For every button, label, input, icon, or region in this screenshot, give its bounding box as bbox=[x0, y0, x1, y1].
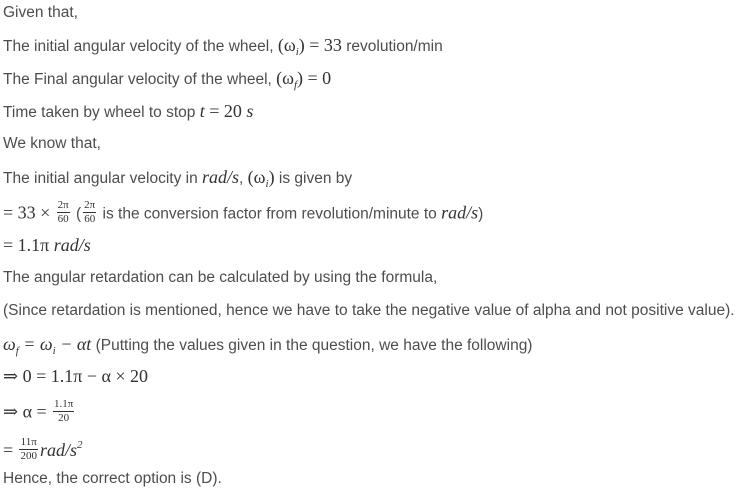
equals-sign: = bbox=[3, 440, 14, 460]
rad-per-s-unit: rad/s bbox=[202, 167, 240, 187]
since-retardation-text: (Since retardation is mentioned, hence we have to take the negative value of alpha and not positive value). bbox=[3, 302, 735, 319]
rad-per-s-squared-unit: rad/$s^2$ bbox=[39, 439, 83, 460]
initial-angular-velocity-line bbox=[3, 35, 443, 62]
result-rad-line bbox=[3, 235, 91, 257]
since-retardation-line bbox=[3, 301, 735, 321]
time-taken-label: Time taken by wheel to stop bbox=[3, 104, 200, 121]
final-angular-velocity-line bbox=[3, 68, 331, 95]
omega-f-symbol: $(\omega_f) = 0$ bbox=[276, 68, 332, 91]
one-point-one-pi: = 1.1π bbox=[3, 235, 54, 255]
rad-per-s-unit: rad/s bbox=[53, 235, 91, 255]
putting-values-text: (Putting the values given in the question, we have the following) bbox=[91, 337, 533, 354]
time-unit: s bbox=[246, 101, 254, 121]
initial-velocity-label: The initial angular velocity of the wheel, bbox=[3, 38, 278, 55]
final-velocity-label: The Final angular velocity of the wheel, bbox=[3, 71, 277, 88]
rad-per-s-unit: rad/s bbox=[441, 202, 479, 223]
implies-alpha-equals: ⇒ α = bbox=[3, 401, 47, 422]
retardation-formula-line bbox=[3, 268, 437, 288]
two-pi-over-60-fraction: $\frac{2\pi}{60}$ bbox=[57, 199, 69, 225]
we-know-line bbox=[3, 134, 101, 154]
omega-i-symbol: $(\omega_i) = 33$ bbox=[277, 35, 342, 58]
alpha-fraction-line bbox=[3, 398, 76, 426]
conversion-note: is the conversion factor from revolution/minute to bbox=[98, 205, 442, 223]
conversion-line: = 33 × $\frac{2\pi}{60}$ ( $\frac{2\pi}{60}$ is the conversion factor from revolution/minute to rad/s) bbox=[3, 199, 484, 225]
omega-i-symbol: $(\omega_i)$ bbox=[247, 167, 275, 190]
initial-velocity-rad-line: The initial angular velocity in rad/s, $(\omega_i)$ is given by bbox=[3, 167, 353, 190]
equals-33-times: = 33 × bbox=[3, 202, 51, 223]
omega-i-symbol: = $\omega_i$ bbox=[18, 334, 56, 357]
alpha-t-term: − αt bbox=[55, 334, 92, 354]
eleven-pi-over-200-fraction: $\frac{11\pi}{200}$ bbox=[20, 436, 37, 463]
time-symbol: t bbox=[199, 101, 205, 121]
alpha-fraction: $\frac{1.1\pi}{20}$ bbox=[53, 398, 74, 424]
initial-velocity-unit: revolution/min bbox=[341, 38, 443, 55]
initial-rad-label: The initial angular velocity in bbox=[3, 170, 203, 187]
correct-option-line bbox=[3, 469, 222, 489]
we-know-text: We know that, bbox=[3, 135, 101, 152]
omega-f-symbol: $\omega_f$ bbox=[3, 334, 19, 357]
retardation-formula-text: The angular retardation can be calculated by using the formula, bbox=[3, 269, 438, 286]
time-taken-line bbox=[3, 101, 253, 123]
correct-option-text: Hence, the correct option is (D). bbox=[3, 470, 222, 487]
final-value-line bbox=[3, 435, 82, 464]
kinematic-equation-line bbox=[3, 334, 532, 361]
conversion-factor-fraction: $\frac{2\pi}{60}$ bbox=[84, 199, 96, 225]
given-that-text: Given that, bbox=[3, 4, 78, 21]
substitution-equation: ⇒ 0 = 1.1π − α × 20 bbox=[3, 366, 149, 386]
given-that-line bbox=[3, 3, 78, 23]
substitution-line bbox=[3, 366, 148, 388]
given-by-text: is given by bbox=[274, 170, 353, 187]
time-value: = 20 bbox=[204, 101, 247, 121]
